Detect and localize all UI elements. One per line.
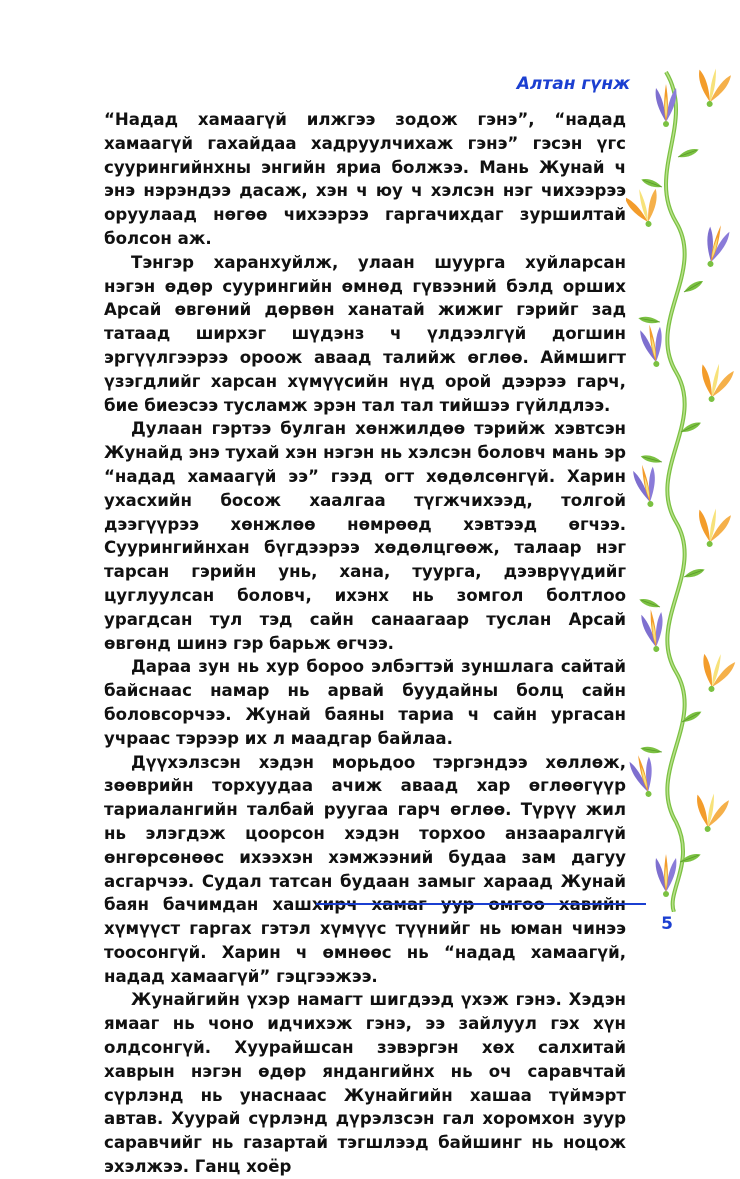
- page-number: 5: [661, 914, 673, 934]
- footer-divider-line: [316, 903, 646, 905]
- flower-vine-border-decoration: [626, 62, 740, 912]
- paragraph: Жунайгийн үхэр намагт шигдээд үхэж гэнэ. Хэдэн ямааг нь чоно идчихэж гэнэ, ээ зайлуул гэх хүн олдсонгүй. Хуурайшсан зэвэргэн хөх салхитай хаврын нэгэн өдөр яндангийнх нь оч саравчтай сүрлэнд нь унаснаас Жунайгийн хашаа түймэрт автав. Хуурай сүрлэнд дүрэлзсэн гал хоромхон зуур саравчийг нь газартай тэгшлээд байшинг нь ноцож эхэлжээ. Ганц хоёр: [104, 990, 626, 1177]
- paragraph: “Надад хамаагүй илжгээ зодож гэнэ”, “надад хамаагүй гахайдаа хадруулчихаж гэнэ” гэсэн үгс суурингийнхны энгийн яриа болжээ. Мань Жунай ч энэ нэрэндээ дасаж, хэн ч юу ч хэлсэн нэг чихээрээ оруулаад нөгөө чихээрээ гаргачихдаг зуршилтай болсон аж.: [104, 110, 626, 248]
- paragraph: Тэнгэр харанхуйлж, улаан шуурга хуйларсан нэгэн өдөр суурингийн өмнөд гүвээний бэлд орших Арсай өвгөний дөрвөн ханатай жижиг гэрийг зад татаад ширхэг шүдэнз ч үлдээлгүй догшин эргүүлгээрээ ороож аваад талийж өглөө. Аймшигт үзэгдлийг харсан хүмүүсийн нүд орой дээрээ гарч, бие биеэсээ тусламж эрэн тал тал тийшээ гүйлдлээ.: [104, 252, 626, 415]
- paragraph: Дараа зун нь хур бороо элбэгтэй зуншлага сайтай байснаас намар нь арвай буудайны болц сайн боловсорчээ. Жунай баяны тариа ч сайн ургасан учраас тэрээр их л маадгар байлаа.: [104, 657, 626, 748]
- running-header-title: Алтан гүнж: [516, 74, 630, 94]
- paragraph: Дүүхэлзсэн хэдэн морьдоо тэргэндээ хөллөж, зөөврийн торхуудаа ачиж аваад хар өглөөгүүр тариалангийн талбай руугаа гарч өглөө. Түрүү жил нь элэгдэж цоорсон хэдэн торхоо анзааралгүй өнгөрсөнөөс ихээхэн хэмжээний будаа зам дагуу асгарчээ. Судал татсан будаан замыг хараад Жунай баян бачимдан хашхирч хамаг уур омгоо хавийн хүмүүст гаргах гэтэл хүмүүс түүнийг нь юман чинээ тоосонгүй. Харин ч өмнөөс нь “надад хамаагүй, надад хамаагүй” гэцгээжээ.: [104, 752, 626, 986]
- paragraph: Дулаан гэртээ булган хөнжилдөө тэрийж хэвтсэн Жунайд энэ тухай хэн нэгэн нь хэлсэн боловч мань эр “надад хамаагүй ээ” гээд огт хөдөлсөнгүй. Харин ухасхийн босож хаалгаа түгжчихээд, толгой дээгүүрээ хөнжлөө нөмрөөд хэвтээд өгчээ. Суурингийнхан бүгдээрээ хөдөлцгөөж, талаар нэг тарсан гэрийн унь, хана, туурга, дээврүүдийг цуглуулсан боловч, ихэнх нь зомгол болтлоо урагдсан тул тэд сайн санаагаар туслан Арсай өвгөнд шинэ гэр барьж өгчээ.: [104, 419, 626, 653]
- page-body-text: [104, 108, 626, 1179]
